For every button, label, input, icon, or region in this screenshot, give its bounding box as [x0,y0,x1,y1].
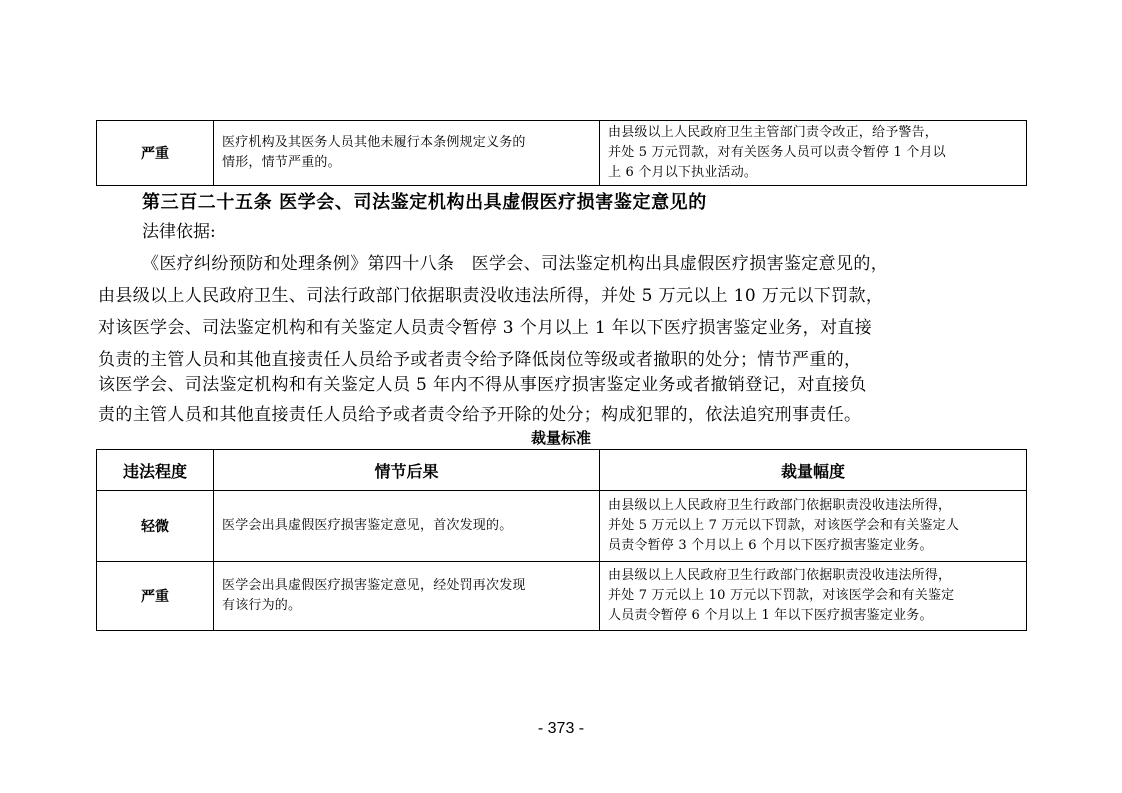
column-header-penalty: 裁量幅度 [600,450,1027,491]
penalty-cell [600,491,1027,562]
circumstance-cell [214,491,600,562]
cell-line: 医学会出具虚假医疗损害鉴定意见，经处罚再次发现 [222,578,526,593]
penalty-cell [600,121,1027,186]
cell-line: 员责令暂停 3 个月以上 6 个月以下医疗损害鉴定业务。 [608,538,933,553]
body-line: 《医疗纠纷预防和处理条例》第四十八条 医学会、司法鉴定机构出具虚假医疗损害鉴定意见的， [142,254,889,274]
legal-basis-label: 法律依据: [142,222,216,242]
column-header-circumstance: 情节后果 [214,450,600,491]
cell-line: 并处 5 万元以上 7 万元以下罚款，对该医学会和有关鉴定人 [608,518,960,533]
standards-table-title: 裁量标准 [530,429,591,447]
continued-penalty-table [96,120,1027,186]
table-row [97,562,1027,631]
table-header-row [97,450,1027,491]
penalty-cell [600,562,1027,631]
body-line: 负责的主管人员和其他直接责任人员给予或者责令给予降低岗位等级或者撤职的处分；情节严重的， [98,350,862,370]
circumstance-cell [214,121,600,186]
cell-line: 有该行为的。 [222,598,302,613]
body-line: 责的主管人员和其他直接责任人员给予或者责令给予开除的处分；构成犯罪的，依法追究刑事责任。 [98,405,862,425]
cell-line: 医学会出具虚假医疗损害鉴定意见，首次发现的。 [222,518,513,533]
cell-line: 人员责令暂停 6 个月以上 1 年以下医疗损害鉴定业务。 [608,608,933,623]
cell-line: 上 6 个月以下执业活动。 [608,165,758,180]
severity-cell: 严重 [97,121,214,186]
article-heading: 第三百二十五条 医学会、司法鉴定机构出具虚假医疗损害鉴定意见的 [142,192,707,213]
circumstance-cell [214,562,600,631]
table-row [97,121,1027,186]
cell-line: 医疗机构及其医务人员其他未履行本条例规定义务的 [222,135,526,150]
column-header-severity: 违法程度 [97,450,214,491]
body-line: 该医学会、司法鉴定机构和有关鉴定人员 5 年内不得从事医疗损害鉴定业务或者撤销登记，对直接负 [98,375,867,395]
body-line: 对该医学会、司法鉴定机构和有关鉴定人员责令暂停 3 个月以上 1 年以下医疗损害鉴定业务，对直接 [98,318,873,338]
standards-table [96,449,1027,631]
cell-line: 情形，情节严重的。 [222,155,341,170]
cell-line: 并处 5 万元罚款，对有关医务人员可以责令暂停 1 个月以 [608,145,946,160]
table-row [97,491,1027,562]
body-line: 由县级以上人民政府卫生、司法行政部门依据职责没收违法所得，并处 5 万元以上 10 万元以下罚款， [98,286,884,306]
page-number: - 373 - [537,720,585,737]
cell-line: 由县级以上人民政府卫生主管部门责令改正，给予警告， [608,125,939,140]
cell-line: 并处 7 万元以上 10 万元以下罚款，对该医学会和有关鉴定 [608,588,955,603]
severity-cell: 严重 [97,562,214,631]
cell-line: 由县级以上人民政府卫生行政部门依据职责没收违法所得， [608,498,952,513]
severity-cell: 轻微 [97,491,214,562]
cell-line: 由县级以上人民政府卫生行政部门依据职责没收违法所得， [608,568,952,583]
